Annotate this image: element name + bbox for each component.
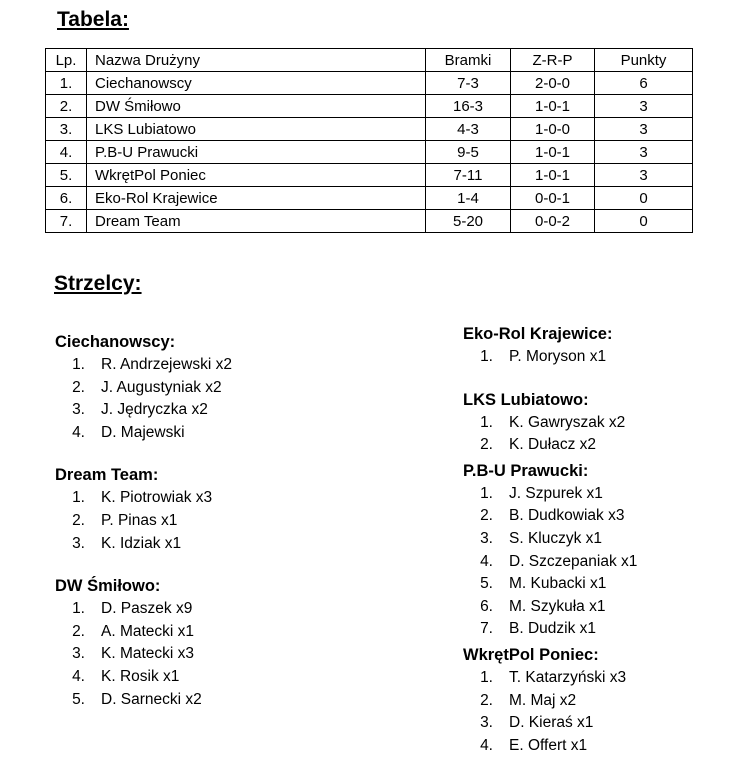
standings-table	[45, 48, 693, 233]
list-number: 3.	[480, 529, 493, 547]
list-number: 6.	[480, 597, 493, 615]
scorer-team-block	[55, 330, 232, 444]
scorer-name: D. Sarnecki x2	[101, 690, 202, 708]
scorer-team-name: Dream Team:	[55, 466, 159, 485]
scorer-name: D. Paszek x9	[101, 600, 193, 618]
cell-lp: 6.	[46, 187, 87, 210]
scorer-list-item	[55, 354, 232, 377]
cell-points: 6	[595, 72, 693, 95]
cell-team: DW Śmiłowo	[87, 95, 426, 118]
list-number: 3.	[72, 401, 85, 419]
list-number: 4.	[72, 423, 85, 441]
scorer-name: K. Matecki x3	[101, 645, 195, 663]
cell-points: 3	[595, 141, 693, 164]
scorer-team-name: Eko-Rol Krajewice:	[463, 325, 613, 343]
scorer-name: S. Kluczyk x1	[509, 529, 603, 547]
scorer-list-item	[463, 346, 637, 369]
list-number: 3.	[480, 714, 493, 732]
scorer-team-block	[55, 574, 232, 711]
table-row	[46, 164, 693, 187]
list-number: 7.	[480, 620, 493, 638]
scorer-list-item	[463, 735, 637, 758]
scorer-name: R. Andrzejewski x2	[101, 356, 232, 373]
scorers-left-column	[55, 330, 232, 730]
list-number: 4.	[480, 736, 493, 754]
table-row	[46, 118, 693, 141]
scorer-list-item	[463, 551, 637, 574]
cell-goals: 16-3	[426, 95, 511, 118]
cell-points: 0	[595, 210, 693, 233]
list-number: 1.	[480, 668, 493, 686]
list-number: 1.	[72, 356, 85, 373]
scorer-list-item	[55, 598, 232, 621]
table-row	[46, 95, 693, 118]
header-points: Punkty	[595, 49, 693, 72]
scorer-list-item	[55, 422, 232, 445]
list-number: 2.	[72, 622, 85, 640]
scorer-list-item	[463, 690, 637, 713]
cell-team: LKS Lubiatowo	[87, 118, 426, 141]
list-number: 2.	[72, 378, 85, 396]
cell-points: 3	[595, 118, 693, 141]
cell-points: 0	[595, 187, 693, 210]
cell-wdl: 2-0-0	[511, 72, 595, 95]
scorer-team-name: LKS Lubiatowo:	[463, 390, 589, 409]
table-row	[46, 210, 693, 233]
scorer-name: J. Jędryczka x2	[101, 401, 208, 419]
cell-wdl: 1-0-1	[511, 164, 595, 187]
scorer-team-name: WkrętPol Poniec:	[463, 645, 599, 664]
scorer-name: D. Szczepaniak x1	[509, 552, 638, 570]
scorers-right-column	[463, 322, 637, 776]
header-lp: Lp.	[46, 49, 87, 72]
table-row	[46, 141, 693, 164]
scorer-team-block	[55, 463, 232, 555]
list-number: 2.	[480, 436, 493, 454]
list-number: 1.	[72, 489, 85, 507]
table-row	[46, 72, 693, 95]
scorer-name: J. Augustyniak x2	[101, 378, 222, 396]
scorer-name: M. Kubacki x1	[509, 575, 607, 593]
scorer-name: M. Maj x2	[509, 691, 577, 709]
cell-goals: 1-4	[426, 187, 511, 210]
scorer-list-item	[463, 667, 637, 690]
cell-lp: 2.	[46, 95, 87, 118]
scorer-list-item	[55, 621, 232, 644]
cell-team: Eko-Rol Krajewice	[87, 187, 426, 210]
header-team: Nazwa Drużyny	[87, 49, 426, 72]
cell-team: P.B-U Prawucki	[87, 141, 426, 164]
header-wdl: Z-R-P	[511, 49, 595, 72]
scorer-list-item	[463, 528, 637, 551]
scorer-name: D. Majewski	[101, 423, 185, 441]
scorer-list-item	[55, 689, 232, 712]
cell-lp: 1.	[46, 72, 87, 95]
cell-goals: 4-3	[426, 118, 511, 141]
cell-team: Dream Team	[87, 210, 426, 233]
scorer-name: M. Szykuła x1	[509, 597, 606, 615]
scorer-list-item	[55, 377, 232, 400]
list-number: 4.	[480, 552, 493, 570]
list-number: 5.	[480, 575, 493, 593]
scorer-team-name: P.B-U Prawucki:	[463, 461, 589, 480]
scorer-list-item	[463, 618, 637, 641]
cell-wdl: 0-0-1	[511, 187, 595, 210]
cell-lp: 3.	[46, 118, 87, 141]
cell-goals: 5-20	[426, 210, 511, 233]
scorer-team-block	[463, 459, 637, 641]
cell-wdl: 1-0-0	[511, 118, 595, 141]
list-number: 1.	[72, 600, 85, 618]
list-number: 1.	[480, 413, 493, 431]
scorer-name: B. Dudkowiak x3	[509, 507, 625, 525]
scorer-list-item	[463, 596, 637, 619]
scorer-list-item	[55, 666, 232, 689]
list-number: 3.	[72, 645, 85, 663]
scorer-name: D. Kieraś x1	[509, 714, 594, 732]
scorer-list-item	[55, 510, 232, 533]
scorer-list-item	[463, 434, 637, 457]
scorer-list-item	[55, 533, 232, 556]
scorer-name: K. Idziak x1	[101, 534, 182, 552]
list-number: 5.	[72, 690, 85, 708]
list-number: 2.	[480, 691, 493, 709]
scorer-name: P. Moryson x1	[509, 348, 607, 365]
scorer-list-item	[55, 487, 232, 510]
scorer-team-block	[463, 388, 637, 457]
header-goals: Bramki	[426, 49, 511, 72]
scorer-list-item	[463, 505, 637, 528]
cell-team: Ciechanowscy	[87, 72, 426, 95]
scorer-name: B. Dudzik x1	[509, 620, 597, 638]
list-number: 1.	[480, 484, 493, 502]
list-number: 4.	[72, 667, 85, 685]
scorer-team-name: DW Śmiłowo:	[55, 577, 161, 596]
scorer-name: P. Pinas x1	[101, 511, 178, 529]
table-title: Tabela:	[57, 8, 129, 31]
list-number: 1.	[480, 348, 493, 365]
list-number: 2.	[72, 511, 85, 529]
scorer-name: A. Matecki x1	[101, 622, 195, 640]
scorer-list-item	[55, 399, 232, 422]
cell-lp: 5.	[46, 164, 87, 187]
cell-wdl: 0-0-2	[511, 210, 595, 233]
list-number: 2.	[480, 507, 493, 525]
scorer-list-item	[463, 483, 637, 506]
scorer-team-name: Ciechanowscy:	[55, 333, 176, 351]
cell-lp: 4.	[46, 141, 87, 164]
scorer-team-block	[463, 322, 637, 369]
scorer-list-item	[463, 573, 637, 596]
scorer-name: E. Offert x1	[509, 736, 588, 754]
scorer-list-item	[463, 712, 637, 735]
table-row	[46, 187, 693, 210]
cell-team: WkrętPol Poniec	[87, 164, 426, 187]
scorer-team-block	[463, 643, 637, 757]
cell-wdl: 1-0-1	[511, 95, 595, 118]
scorers-title: Strzelcy:	[54, 272, 142, 295]
scorer-list-item	[55, 643, 232, 666]
scorer-name: K. Piotrowiak x3	[101, 489, 213, 507]
scorer-name: T. Katarzyński x3	[509, 668, 627, 686]
cell-lp: 7.	[46, 210, 87, 233]
scorer-name: K. Gawryszak x2	[509, 413, 626, 431]
cell-wdl: 1-0-1	[511, 141, 595, 164]
cell-goals: 9-5	[426, 141, 511, 164]
list-number: 3.	[72, 534, 85, 552]
table-header-row	[46, 49, 693, 72]
scorer-name: K. Rosik x1	[101, 667, 180, 685]
cell-points: 3	[595, 95, 693, 118]
scorer-name: J. Szpurek x1	[509, 484, 603, 502]
scorer-name: K. Dułacz x2	[509, 436, 597, 454]
cell-goals: 7-3	[426, 72, 511, 95]
cell-points: 3	[595, 164, 693, 187]
scorer-list-item	[463, 412, 637, 435]
cell-goals: 7-11	[426, 164, 511, 187]
